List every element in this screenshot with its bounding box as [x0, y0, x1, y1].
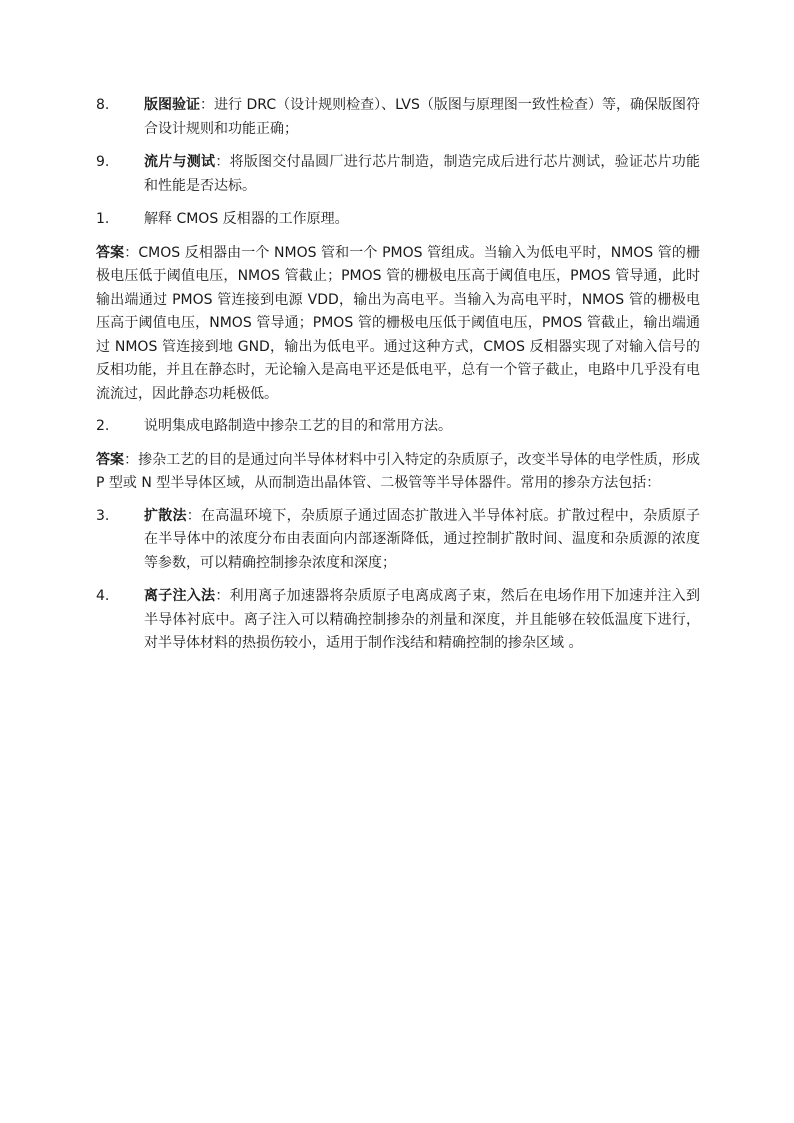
question-item — [96, 415, 700, 439]
list-item — [96, 505, 700, 576]
question-text: 说明集成电路制造中掺杂工艺的目的和常用方法。 — [144, 418, 452, 434]
answer-label: 答案 — [96, 451, 125, 468]
list-item-term: 离子注入法 — [144, 588, 216, 604]
list-item-body — [144, 94, 700, 141]
document-page — [96, 94, 700, 666]
list-item-number: 4. — [96, 588, 110, 604]
list-item-text: ：在高温环境下，杂质原子通过固态扩散进入半导体衬底。扩散过程中，杂质原子在半导体中的浓度分布由表面向内部逐渐降低，通过控制扩散时间、温度和杂质源的浓度等参数，可以精确控制掺杂浓度和深度； — [144, 507, 701, 571]
list-item — [96, 94, 700, 141]
list-item-number: 8. — [96, 97, 110, 113]
list-item-term: 扩散法 — [144, 507, 187, 524]
list-item-term: 版图验证 — [144, 97, 201, 113]
question-number: 1. — [96, 211, 110, 227]
list-item — [96, 585, 700, 656]
list-item-body — [144, 151, 700, 198]
answer-text: ：CMOS 反相器由一个 NMOS 管和一个 PMOS 管组成。当输入为低电平时，NMOS 管的栅极电压低于阈值电压，NMOS 管截止；PMOS 管的栅极电压高于阈值电压，PMOS 管导通，此时输出端通过 PMOS 管连接到电源 VDD，输出为高电平。当输入为高电平时，NMOS 管的栅极电压高于阈值电压，NMOS 管导通；PMOS 管的栅极电压低于阈值电压，PMOS 管截止，输出端通过 NMOS 管连接到地 GND，输出为低电平。通过这种方式，CMOS 反相器实现了对输入信号的反相功能，并且在静态时，无论输入是高电平还是低电平，总有一个管子截止，电路中几乎没有电流流过，因此静态功耗极低。 — [96, 244, 700, 402]
answer-text: ：掺杂工艺的目的是通过向半导体材料中引入特定的杂质原子，改变半导体的电学性质，形成 P 型或 N 型半导体区域，从而制造出晶体管、二极管等半导体器件。常用的掺杂方法包括： — [96, 451, 701, 491]
list-item-number: 9. — [96, 154, 110, 170]
list-item — [96, 151, 700, 198]
question-item — [96, 208, 700, 232]
question-number: 2. — [96, 418, 110, 434]
list-item-text: ：将版图交付晶圆厂进行芯片制造，制造完成后进行芯片测试，验证芯片功能和性能是否达标。 — [144, 154, 701, 194]
list-item-body — [144, 585, 700, 656]
list-item-body — [144, 505, 700, 576]
list-item-term: 流片与测试 — [144, 154, 216, 170]
list-item-number: 3. — [96, 507, 110, 524]
answer-paragraph — [96, 242, 700, 407]
answer-label: 答案 — [96, 244, 125, 261]
list-item-text: ：进行 DRC（设计规则检查）、LVS（版图与原理图一致性检查）等，确保版图符合设计规则和功能正确； — [144, 97, 701, 137]
answer-paragraph — [96, 449, 700, 496]
list-item-text: ：利用离子加速器将杂质原子电离成离子束，然后在电场作用下加速并注入到半导体衬底中。离子注入可以精确控制掺杂的剂量和深度，并且能够在较低温度下进行，对半导体材料的热损伤较小，适用于制作浅结和精确控制的掺杂区域 。 — [144, 588, 701, 651]
question-text: 解释 CMOS 反相器的工作原理。 — [144, 211, 349, 227]
